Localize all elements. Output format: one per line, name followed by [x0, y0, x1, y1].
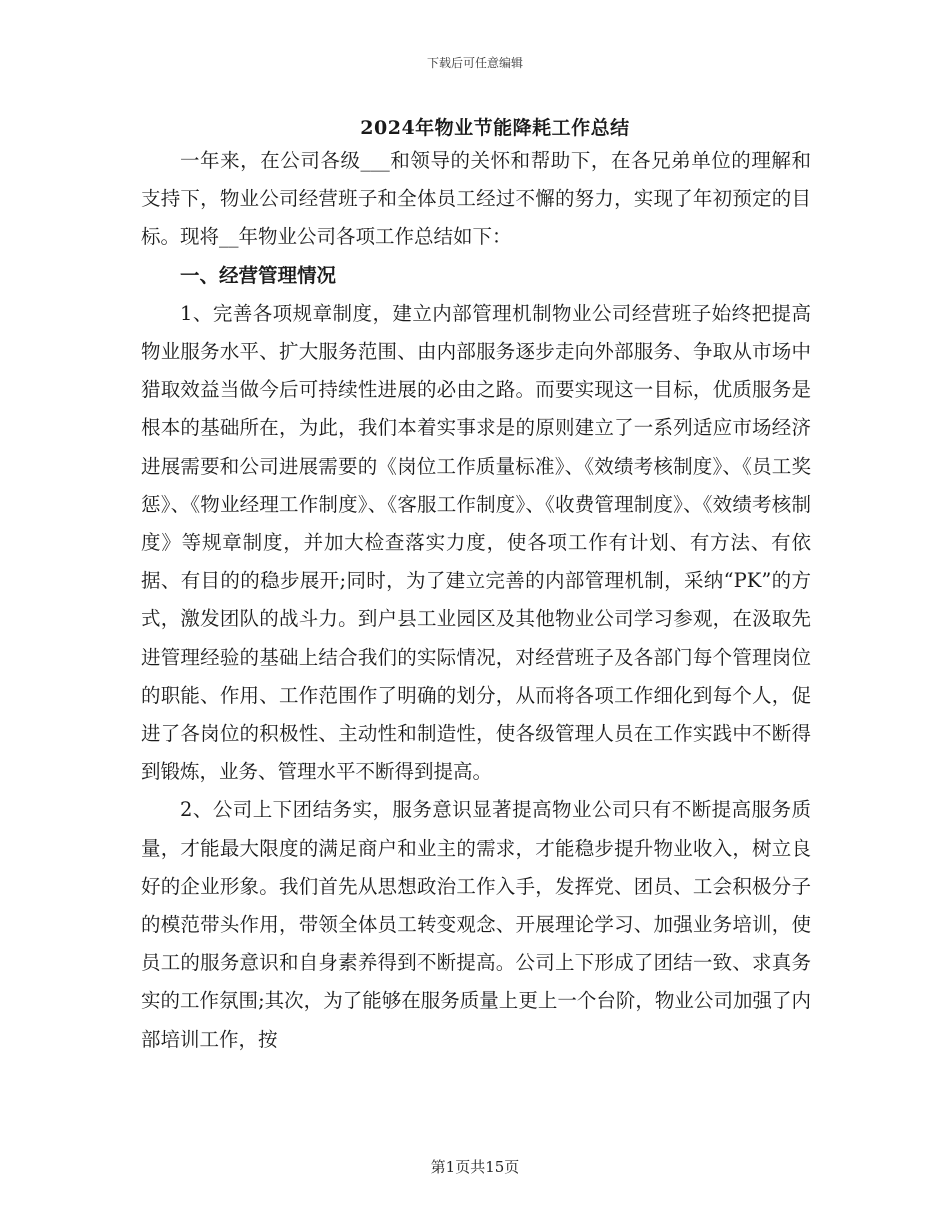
- body-paragraph-2: 2、公司上下团结务实，服务意识显著提高物业公司只有不断提高服务质量，才能最大限度的满足商户和业主的需求，才能稳步提升物业收入，树立良好的企业形象。我们首先从思想政治工作入手，发挥党、团员、工会积极分子的模范带头作用，带领全体员工转变观念、开展理论学习、加强业务培训，使员工的服务意识和自身素养得到不断提高。公司上下形成了团结一致、求真务实的工作氛围;其次，为了能够在服务质量上更上一个台阶，物业公司加强了内部培训工作，按: [141, 798, 811, 1051]
- section-heading: 一、经营管理情况: [180, 263, 337, 287]
- body-paragraph-1: 1、完善各项规章制度，建立内部管理机制物业公司经营班子始终把提高物业服务水平、扩大服务范围、由内部服务逐步走向外部服务、争取从市场中猎取效益当做今后可持续性进展的必由之路。而要实现这一目标，优质服务是根本的基础所在，为此，我们本着实事求是的原则建立了一系列适应市场经济进展需要和公司进展需要的《岗位工作质量标准》、《效绩考核制度》、《员工奖惩》、《物业经理工作制度》、《客服工作制度》、《收费管理制度》、《效绩考核制度》等规章制度，并加大检查落实力度，使各项工作有计划、有方法、有依据、有目的的稳步展开;同时，为了建立完善的内部管理机制，采纳“PK”的方式，激发团队的战斗力。到户县工业园区及其他物业公司学习参观，在汲取先进管理经验的基础上结合我们的实际情况，对经营班子及各部门每个管理岗位的职能、作用、工作范围作了明确的划分，从而将各项工作细化到每个人，促进了各岗位的积极性、主动性和制造性，使各级管理人员在工作实践中不断得到锻炼，业务、管理水平不断得到提高。: [141, 301, 811, 784]
- page-footer: 第1页共15页: [430, 1158, 520, 1176]
- header-note: 下载后可任意编辑: [426, 56, 523, 70]
- intro-paragraph: 一年来，在公司各级___和领导的关怀和帮助下，在各兄弟单位的理解和支持下，物业公司经营班子和全体员工经过不懈的努力，实现了年初预定的目标。现将__年物业公司各项工作总结如下：: [141, 149, 811, 249]
- document-body: [141, 142, 811, 1059]
- document-title: 2024年物业节能降耗工作总结: [360, 117, 630, 139]
